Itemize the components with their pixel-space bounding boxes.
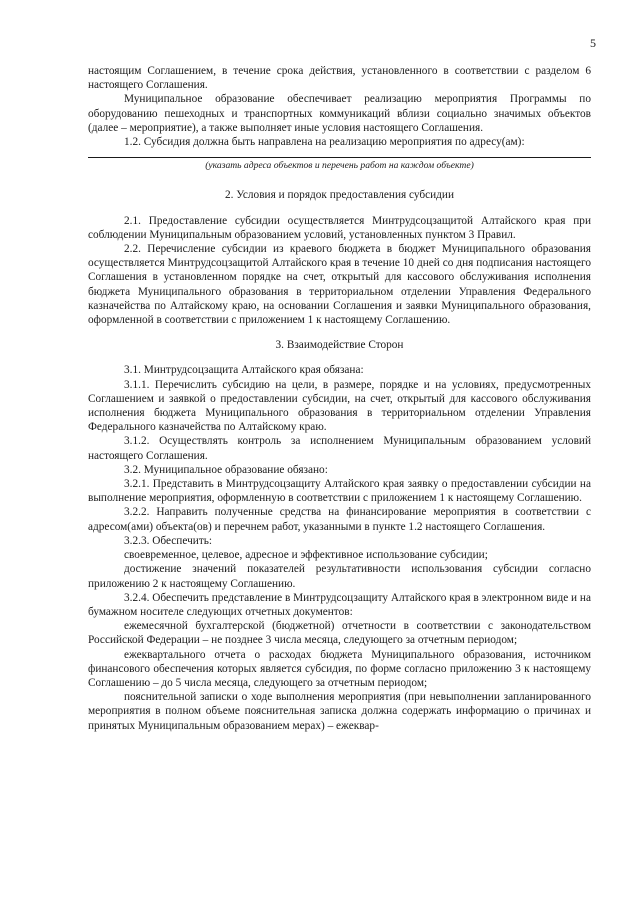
clause-2-2: 2.2. Перечисление субсидии из краевого бюджета в бюджет Муниципального образования осуществляется Минтрудсоцзащитой Алтайского края в течение 10 дней со дня подписания настоящего Соглашения в установленном порядке на счет, открытый для кассового обслуживания исполнения бюджета Муниципального образования в территориальном отделении Управления Федерального казначейства по Алтайскому краю, на основании Соглашения и заявки Муниципального образования, оформленной в соответствии с приложением 1 к настоящему Соглашению. xyxy=(88,243,591,327)
section-2-title: 2. Условия и порядок предоставления субсидии xyxy=(224,189,455,202)
intro-paragraph-3: 1.2. Субсидия должна быть направлена на реализацию мероприятия по адресу(ам): xyxy=(124,136,525,149)
clause-3-2: 3.2. Муниципальное образование обязано: xyxy=(124,463,328,476)
clause-3-2-3-item-1: своевременное, целевое, адресное и эффективное использование субсидии; xyxy=(124,549,488,562)
clause-3-2-2: 3.2.2. Направить полученные средства на финансирование мероприятия в соответствии с адресом(ами) объекта(ов) и перечнем работ, указанными в пункте 1.2 настоящего Соглашения. xyxy=(88,506,591,533)
section-3-title: 3. Взаимодействие Сторон xyxy=(275,339,404,352)
clause-3-2-1: 3.2.1. Представить в Минтрудсоцзащиту Алтайского края заявку о предоставлении субсидии на выполнение мероприятия, оформленную в соответствии с приложением 1 к настоящему Соглашению. xyxy=(88,478,591,505)
clause-3-2-3-item-2: достижение значений показателей результативности использования субсидии согласно приложению 2 к настоящему Соглашению. xyxy=(88,563,591,590)
intro-paragraph-1: настоящим Соглашением, в течение срока действия, установленного в соответствии с разделом 6 настоящего Соглашения. xyxy=(88,65,591,92)
clause-2-1: 2.1. Предоставление субсидии осуществляется Минтрудсоцзащитой Алтайского края при соблюдении Муниципальным образованием условий, установленных пунктом 3 Правил. xyxy=(88,214,591,241)
page-number: 5 xyxy=(590,36,596,50)
document-body xyxy=(88,64,591,733)
intro-paragraph-2: Муниципальное образование обеспечивает реализацию мероприятия Программы по оборудованию пешеходных и транспортных коммуникаций вблизи социально значимых объектов (далее – мероприятие), а также выполняет иные условия настоящего Соглашения. xyxy=(88,93,591,134)
clause-3-2-3: 3.2.3. Обеспечить: xyxy=(124,534,213,547)
address-fill-line xyxy=(88,155,591,158)
clause-3-2-4-item-2: ежеквартального отчета о расходах бюджета Муниципального образования, источником финансового обеспечения которых является субсидия, по форме согласно приложению 3 к настоящему Соглашению – до 5 числа месяца, следующего за отчетным периодом; xyxy=(88,648,591,689)
address-hint: (указать адреса объектов и перечень работ на каждом объекте) xyxy=(205,160,474,172)
clause-3-2-4-item-3: пояснительной записки о ходе выполнения мероприятия (при невыполнении запланированного мероприятия в полном объеме пояснительная записка должна содержать информацию о причинах и принятых Муниципальным образованием мерах) – ежеквар- xyxy=(88,691,591,732)
clause-3-1: 3.1. Минтрудсоцзащита Алтайского края обязана: xyxy=(124,364,364,377)
clause-3-1-1: 3.1.1. Перечислить субсидию на цели, в размере, порядке и на условиях, предусмотренных Соглашением и заявкой о предоставлении субсидии, на счет, открытый для кассового обслуживания исполнения бюджета Муниципального образования в территориальном отделении Управления Федерального казначейства по Алтайскому краю. xyxy=(88,378,591,434)
clause-3-1-2: 3.1.2. Осуществлять контроль за исполнением Муниципальным образованием условий настоящего Соглашения. xyxy=(88,435,591,462)
clause-3-2-4: 3.2.4. Обеспечить представление в Минтрудсоцзащиту Алтайского края в электронном виде и на бумажном носителе следующих отчетных документов: xyxy=(88,591,591,618)
clause-3-2-4-item-1: ежемесячной бухгалтерской (бюджетной) отчетности в соответствии с законодательством Российской Федерации – не позднее 3 числа месяца, следующего за отчетным периодом; xyxy=(88,620,591,647)
